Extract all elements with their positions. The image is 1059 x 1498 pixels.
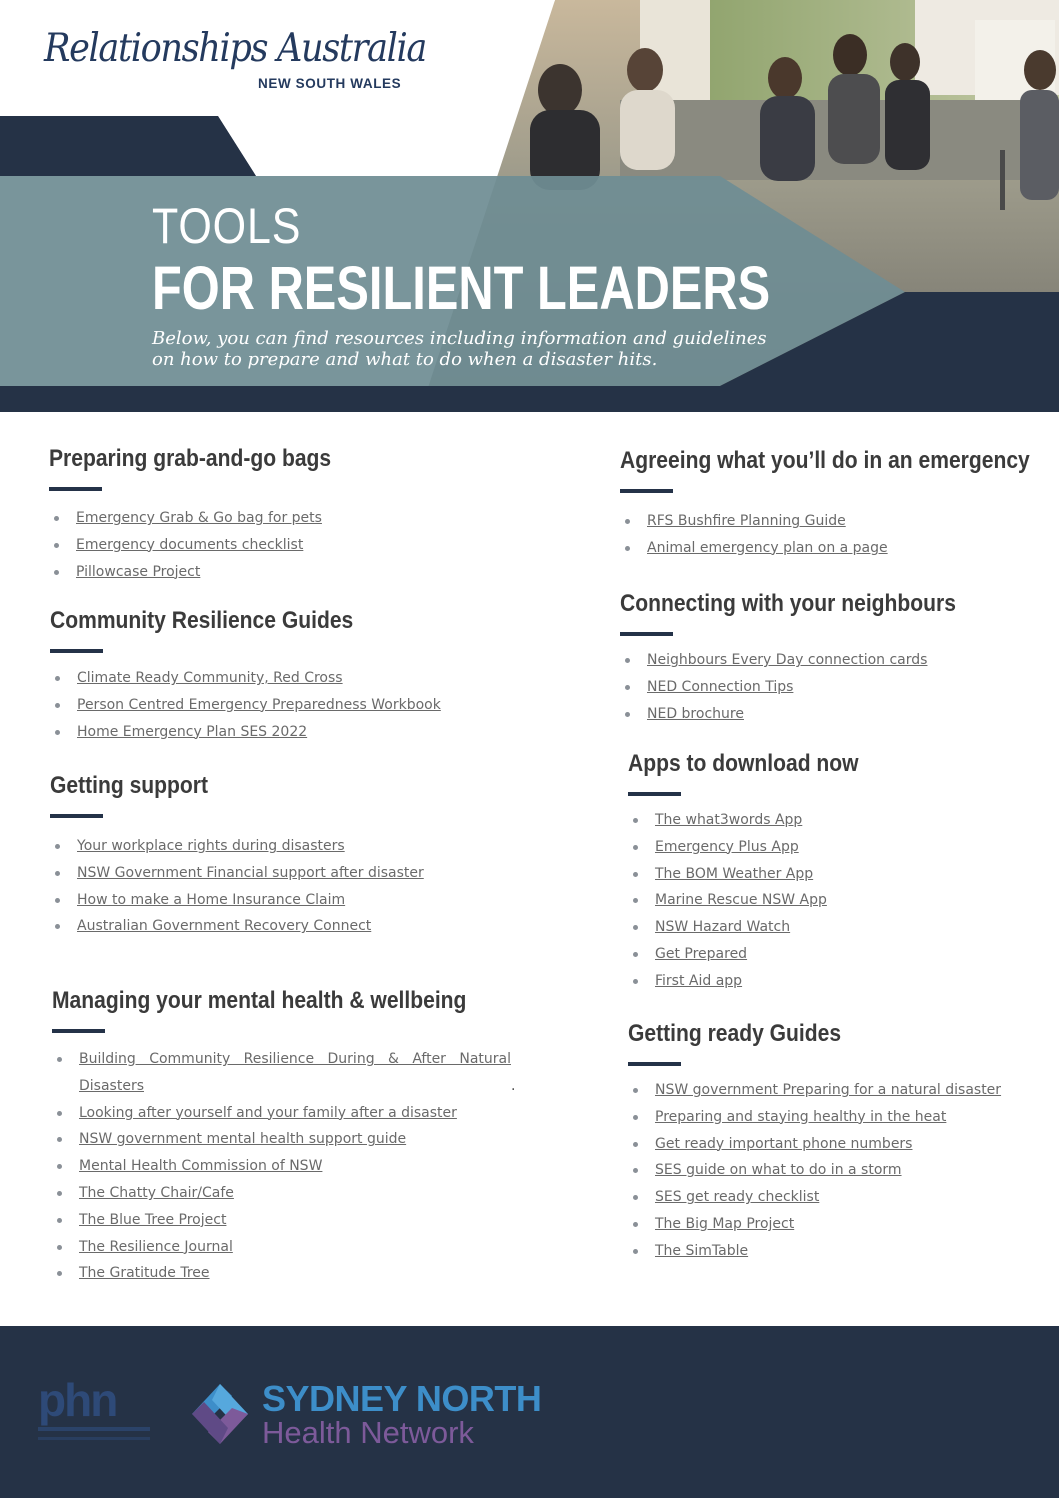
bullet-icon [633,1195,638,1200]
bullet-icon [54,543,59,548]
link-list [52,1046,534,1287]
resource-link[interactable]: Marine Rescue NSW App [655,892,827,909]
intro-text: Below, you can find resources including information and guidelines on how to prepare and what to do when a disaster hits. [152,328,767,370]
resource-link[interactable]: The what3words App [655,812,803,828]
bullet-icon [55,844,60,849]
resource-link[interactable]: The Gratitude Tree [79,1265,210,1282]
resource-link[interactable]: Australian Government Recovery Connect [77,918,372,935]
resource-link[interactable]: The Big Map Project [655,1215,795,1232]
resource-link[interactable]: Mental Health Commission of NSW [79,1158,323,1175]
list-item [50,833,424,860]
list-item [620,508,1059,535]
list-item [620,647,1011,674]
resource-link[interactable]: Your workplace rights during disasters [77,838,345,854]
resource-link[interactable]: Preparing and staying healthy in the heat [655,1108,947,1125]
bullet-icon [633,1168,638,1173]
logo-region: NEW SOUTH WALES [258,76,402,91]
bullet-icon [633,1088,638,1093]
resource-link[interactable]: RFS Bushfire Planning Guide [647,513,846,529]
heading-rule [50,649,103,653]
link-list [50,833,424,940]
bullet-icon [633,845,638,850]
resource-link[interactable]: How to make a Home Insurance Claim [77,891,346,908]
resource-link[interactable]: Emergency Plus App [655,838,799,855]
section-neighbours [620,589,1011,727]
resource-link[interactable]: Animal emergency plan on a page [647,539,888,556]
list-item [50,692,441,719]
resource-link[interactable]: NED Connection Tips [647,678,794,695]
banner-kicker: TOOLS [152,198,302,254]
header-banner [0,0,1059,412]
banner-text [152,198,912,370]
resource-link[interactable]: Emergency Grab & Go bag for pets [76,510,322,526]
list-item [628,1157,1001,1184]
list-item [50,887,424,914]
partner-name: SYDNEY NORTH [262,1378,542,1419]
list-item [628,1131,1001,1158]
resource-link[interactable]: NED brochure [647,705,744,722]
phn-underline [38,1427,150,1431]
bullet-icon [625,712,630,717]
bullet-icon [625,519,630,524]
list-item [628,968,896,995]
resource-link[interactable]: Climate Ready Community, Red Cross [77,670,343,686]
list-item [52,1126,534,1153]
resource-link[interactable]: NSW government mental health support guide [79,1131,407,1148]
list-item [50,913,424,940]
resource-link[interactable]: The Blue Tree Project [79,1211,227,1228]
page-title: FOR RESILIENT LEADERS [152,254,771,322]
bullet-icon [57,1057,62,1062]
section-grab-and-go [49,444,377,585]
link-list [49,505,377,585]
resource-link[interactable]: Get Prepared [655,945,748,962]
list-item [50,665,441,692]
bullet-icon [57,1191,62,1196]
list-item [50,860,424,887]
bullet-icon [633,1222,638,1227]
bullet-icon [57,1164,62,1169]
resource-link[interactable]: Neighbours Every Day connection cards [647,652,928,668]
section-mental-health [52,986,534,1287]
resource-link[interactable]: Emergency documents checklist [76,536,304,553]
bullet-icon [55,730,60,735]
list-item [620,535,1059,562]
phn-wordmark: phn [38,1374,117,1426]
list-item [628,807,896,834]
partner-subtitle: Health Network [262,1415,474,1450]
list-item [52,1153,534,1180]
resource-link[interactable]: The Resilience Journal [79,1238,233,1255]
link-list [628,1077,1001,1265]
bullet-icon [625,546,630,551]
bullet-icon [633,1249,638,1254]
heading-rule [620,489,673,493]
bullet-icon [55,871,60,876]
resource-link[interactable]: NSW Government Financial support after disaster [77,864,424,881]
phn-underline [38,1437,150,1440]
bullet-icon [54,570,59,575]
list-item [620,674,1011,701]
footer [0,1326,1059,1498]
list-item [628,861,896,888]
resource-link[interactable]: Home Emergency Plan SES 2022 [77,723,308,740]
section-getting-ready [628,1019,1001,1265]
resource-link[interactable]: The BOM Weather App [655,865,814,882]
link-list [620,508,1059,562]
resource-link[interactable]: Pillowcase Project [76,563,201,580]
section-heading: Apps to download now [628,750,859,777]
list-item [49,559,377,586]
list-item [628,1184,1001,1211]
link-list [50,665,441,745]
bullet-icon [625,658,630,663]
heading-rule [50,814,103,818]
list-item [52,1207,534,1234]
list-item [50,719,441,746]
bullet-icon [633,952,638,957]
heading-rule [52,1029,105,1033]
bullet-icon [55,924,60,929]
section-getting-support [50,771,424,940]
list-item [628,1104,1001,1131]
list-item [52,1046,534,1100]
list-item [52,1100,534,1127]
bullet-icon [625,685,630,690]
list-item [628,1077,1001,1104]
logo-wordmark: Relationships Australia [44,26,427,71]
resource-link[interactable]: Get ready important phone numbers [655,1135,913,1152]
bullet-icon [633,818,638,823]
list-item [52,1180,534,1207]
list-item [628,887,896,914]
list-item [628,1211,1001,1238]
section-heading: Getting ready Guides [628,1020,842,1047]
resource-link[interactable]: Looking after yourself and your family after a disaster [79,1104,457,1121]
bullet-icon [55,898,60,903]
section-heading: Managing your mental health & wellbeing [52,987,467,1014]
resource-link[interactable]: NSW government Preparing for a natural disaster [655,1082,1002,1098]
resource-link[interactable]: SES get ready checklist [655,1189,820,1206]
section-heading: Community Resilience Guides [50,607,354,634]
resource-link[interactable]: Person Centred Emergency Preparedness Workbook [77,696,441,713]
sydney-north-mark-icon [182,1378,258,1450]
section-heading: Getting support [50,772,209,799]
bullet-icon [633,898,638,903]
bullet-icon [633,1115,638,1120]
link-list [620,647,1011,727]
bullet-icon [57,1137,62,1142]
resource-link[interactable]: SES guide on what to do in a storm [655,1162,902,1179]
list-item [628,914,896,941]
bullet-icon [55,676,60,681]
bullet-icon [57,1271,62,1276]
resource-link[interactable]: The Chatty Chair/Cafe [79,1184,234,1201]
relationships-australia-logo [44,26,427,96]
resource-link[interactable]: The SimTable [655,1242,749,1259]
trailing-period: . [511,1077,516,1094]
bullet-icon [54,516,59,521]
bullet-icon [633,979,638,984]
list-item [52,1260,534,1287]
list-item [620,701,1011,728]
heading-rule [628,792,681,796]
bullet-icon [57,1218,62,1223]
section-heading: Preparing grab-and-go bags [49,445,332,472]
bullet-icon [55,703,60,708]
bullet-icon [57,1111,62,1116]
heading-rule [49,487,102,491]
section-agreeing-emergency [620,446,1059,562]
list-item [628,941,896,968]
bullet-icon [633,872,638,877]
bullet-icon [633,925,638,930]
bullet-icon [57,1245,62,1250]
heading-rule [620,632,673,636]
list-item [628,1238,1001,1265]
link-list [628,807,896,995]
section-community-resilience [50,606,441,745]
resource-link[interactable]: Building Community Resilience During & After Natural Disasters [79,1051,511,1094]
section-heading: Agreeing what you’ll do in an emergency [620,447,1030,474]
section-heading: Connecting with your neighbours [620,590,956,617]
list-item [49,505,377,532]
section-apps [628,749,896,995]
resource-link[interactable]: NSW Hazard Watch [655,919,791,936]
heading-rule [628,1062,681,1066]
list-item [49,532,377,559]
resource-link[interactable]: First Aid app [655,972,743,989]
bullet-icon [633,1142,638,1147]
list-item [628,834,896,861]
phn-logo [38,1374,168,1457]
list-item [52,1234,534,1261]
